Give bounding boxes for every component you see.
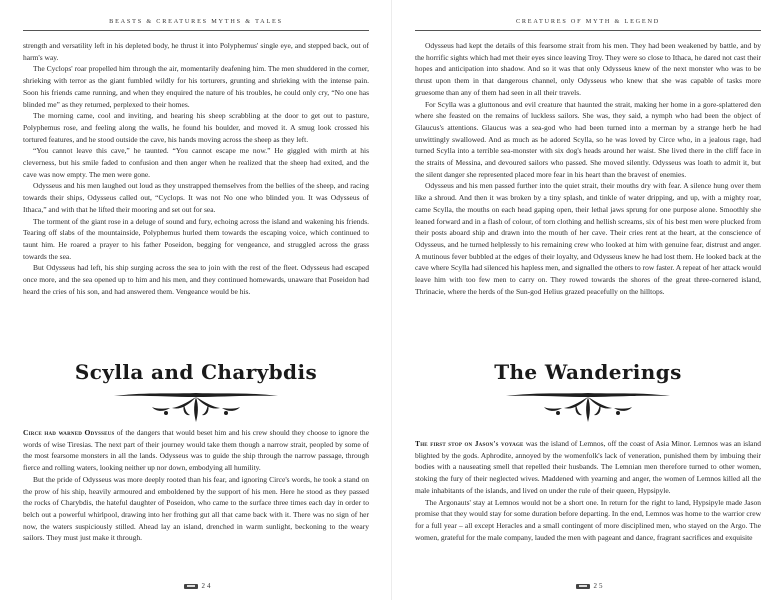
ornament-flourish-icon <box>488 382 688 424</box>
page-footer <box>0 582 392 590</box>
footer-ornament-icon <box>184 584 198 589</box>
section-heading: Scylla and Charybdis <box>74 360 318 384</box>
body-text-top <box>415 40 761 297</box>
running-header: BEASTS & CREATURES MYTHS & TALES <box>23 17 369 31</box>
section-first-paragraph <box>23 427 369 474</box>
running-header: CREATURES OF MYTH & LEGEND <box>415 17 761 31</box>
section-first-paragraph <box>415 438 761 497</box>
section-body <box>415 438 761 543</box>
page-number: 24 <box>201 582 213 590</box>
paragraph: The torment of the giant rose in a deluge of sound and fury, echoing across the island and wakening his friends. Tearing off slabs of the mountainside, Polyphemus hurled them towards the escaping voice, which continued to taunt him. He roared a prayer to his father Poseidon, begging for vengeance, and struggled across the grass towards the sea. <box>23 216 369 261</box>
ornament-flourish-icon <box>96 382 296 424</box>
paragraph: “You cannot leave this cave,” he taunted. “You cannot escape me now.” He giggled with mirth at his cleverness, but his smile faded to confusion and then anger when he realized that the sheep had exited, and the cave was now empty. The men were gone. <box>23 146 369 179</box>
section-lead-in: The first stop on Jason's voyage <box>415 439 524 448</box>
page-number: 25 <box>593 582 605 590</box>
right-page <box>392 0 784 600</box>
paragraph: Odysseus and his men passed further into the quiet strait, their mouths dry with fear. A silence hung over them like a shroud. And then it was broken by a tiny splash, and tinkle of water dripping, and up, with a mighty roar, came Scylla, the mouths on each head gaping open, their lethal jaws sprung for one purpose alone. Smoothly she leaned forward and in a flash of colour, of torn clothing and hellish screams, six of his best men were plucked from their posts aboard ship and drawn into the mouth of her cave. Their cries rent at the heart, at the conscience of Odysseus, and he turned helplessly to his remaining crew who looked at him with genuine fear, distrust and anger. A mutinous fever bubbled at the edges of their loyalty, and Odysseus knew he had lost them. He looked back at the cave where Scylla had silenced his hapless men, and signalled the others to row faster. A repeat of her attack would leave him with too few men to carry on. They rowed towards the shores of the great three-cornered island, Thrinacie, where the herds of the Sun-god Helius grazed peacefully on the hilltops. <box>415 181 761 296</box>
section-heading: The Wanderings <box>494 360 682 384</box>
paragraph: The morning came, cool and inviting, and hearing his sheep scrabbling at the door to get out to pasture, Polyphemus rose, and feeling along the walls, he found his boulder, and moved it. A smug look crossed his tortured features, and he stood outside the cave, his hands moving across the sheep as they left. <box>23 111 369 144</box>
paragraph-text: of the dangers that would beset him and his crew should they choose to ignore the words of wise Tiresias. The next part of their journey would take them though a narrow strait, peopled by some of the most fearsome monsters in all the lands. Odysseus was to guide the ship through the narrow passage, through fierce and rolling waters, looking neither up nor down, embodying all humility. <box>23 428 370 473</box>
paragraph: The Cyclops' roar propelled him through the air, momentarily deafening him. The men shuddered in the corner, shrieking with terror as the giant fumbled wildly for his torturers, grunting and shrieking with the intense pain. Soon his friends came running, and when they enquired the nature of his troubles, he could only cry, “No one has blinded me” as they returned, perplexed to their homes. <box>23 64 369 109</box>
paragraph: Odysseus and his men laughed out loud as they unstrapped themselves from the bellies of the sheep, and racing towards their ships, Odysseus called out, “Cyclops. It was not No one who blinded you. It was Odysseus of Ithaca,” and with that he lifted their mooring and set out for sea. <box>23 181 369 214</box>
page-footer <box>392 582 784 590</box>
section-lead-in: Circe had warned Odysseus <box>23 428 115 437</box>
footer-ornament-icon <box>576 584 590 589</box>
paragraph: Odysseus had kept the details of this fearsome strait from his men. They had been weakened by battle, and by the horrific sights which had met their eyes since leaving Troy. They were so close to Ithaca, he dared not cast their hopes and anticipation into shadow. And so it was that only Odysseus knew of the next monster who was to be thrust upon them in that dangerous channel, only Odysseus who knew that she was capable of tasks more gruesome than any of them had seen in all their travels. <box>415 41 761 97</box>
paragraph: strength and versatility left in his depleted body, he thrust it into Polyphemus' single eye, and stepped back, out of harm's way. <box>23 41 369 62</box>
paragraph: But Odysseus had left, his ship surging across the sea to join with the rest of the fleet. Odysseus had escaped once more, and the sea opened up to him and his men, and they continued homewards, unaware that Poseidon had heard the cries of his son, and had answered them. Vengeance would be his. <box>23 263 369 296</box>
paragraph: But the pride of Odysseus was more deeply rooted than his fear, and ignoring Circe's words, he took a stand on the prow of his ship, heavily armoured and emboldened by the support of his men. Here he stood as they passed the rocks of Charybdis, the hateful daughter of Poseidon, who came to the surface three times each day in order to belch out a powerful whirlpool, drawing into her frothing gut all that came back with it. There was no sign of her now, the waters suspiciously stilled. Ahead lay an island, drenched in warm sunlight, beckoning to the weary sailors. They must just make it through. <box>23 474 369 543</box>
section-body <box>23 427 369 544</box>
paragraph: For Scylla was a gluttonous and evil creature that haunted the strait, making her home in a gore-splattered den where she feasted on the remains of luckless sailors. She was, they said, a nymph who had been the object of Glaucus's attentions. Glaucus was a sea-god who had been turned into a merman by a strange herb he had unwittingly swallowed. And as much as he adored Scylla, so he was loved by Circe who, in a jealous rage, had turned Scylla into a terrible sea-monster with six dog's heads around her waist. She lived there in the cliff face in the straits of Messina, and devoured sailors who passed. She moved silently. Odysseus was loath to admit it, but the silent danger she represented placed more fear in his heart than the bravest of enemies. <box>415 99 761 179</box>
body-text-top <box>23 40 369 297</box>
paragraph: The Argonauts' stay at Lemnos would not be a short one. In return for the right to land, Hypsipyle made Jason promise that they would stay for some duration before departing. In the end, Lemnos was home to the warrior crew for a full year – all except Heracles and a small contingent of more disciplined men, who stayed on the Argo. The women, grateful for the male company, lauded the men with pageant and dance, fragrant sacrifices and exquisite <box>415 497 761 542</box>
paragraph-text: was the island of Lemnos, off the coast of Asia Minor. Lemnos was an island blighted by the gods. Aphrodite, annoyed by the womenfolk's lack of veneration, punished them by imbuing their bodies with a nauseating smell that repelled their husbands. The Lemnian men therefore turned to other women, stoking the fury of their neglected wives. Maddened with yearning and anger, the women of Lemnos killed all the male inhabitants of the islands, and lived on under the rule of their queen, Hypsipyle. <box>415 439 761 495</box>
